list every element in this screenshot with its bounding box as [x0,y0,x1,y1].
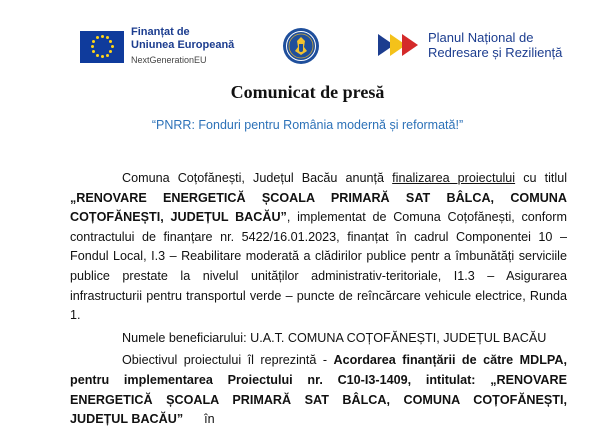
paragraph-beneficiary: Numele beneficiarului: U.A.T. COMUNA COȚOFĂNEȘTI, JUDEȚUL BACĂU [122,330,547,345]
eu-funding-text [131,26,234,67]
eu-star-icon [106,36,109,39]
paragraph1-text-b: cu titlul [515,171,567,185]
paragraph-objective [70,351,567,429]
eu-star-icon [96,36,99,39]
paragraph3-text-a: Obiectivul proiectului îl reprezintă - [122,353,334,368]
paragraph1-text-a: Comuna Coțofănești, Județul Bacău anunță [122,171,393,185]
eu-star-icon [109,50,112,53]
eu-star-icon [101,35,104,38]
eu-star-icon [92,50,95,53]
eu-funding-logo [80,26,234,67]
eu-star-icon [109,40,112,43]
paragraph1-project-title: „RENOVARE ENERGETICĂ ȘCOALA PRIMARĂ SAT BÂLCA, COMUNA COȚOFĂNEȘTI, JUDEȚUL BACĂU” [70,190,567,225]
paragraph3-text-b: în [183,412,215,427]
eu-text-line1: Finanțat de [131,26,190,38]
pnrr-arrows-logo-icon [376,30,422,60]
eu-star-icon [111,45,114,48]
eu-star-icon [96,54,99,57]
eu-star-icon [101,55,104,58]
document-body [70,169,567,430]
document-subtitle: “PNRR: Fonduri pentru România modernă și reformată!” [151,118,464,132]
pnrr-text [428,30,562,60]
eu-star-icon [92,40,95,43]
paragraph-project-announcement [70,169,567,326]
pnrr-text-line1: Planul Național de [428,30,534,45]
eu-text-line3: NextGenerationEU [131,55,207,65]
romanian-government-emblem-icon [282,27,320,65]
pnrr-text-line2: Redresare și Reziliență [428,45,563,60]
paragraph1-text-c: , implementat de Comuna Coțofănești, conform contractului de finanțare nr. 5422/16.01.2023, finanțat în cadrul Componentei 10 – Fondul Local, I.3 – Reabilitare moderată a clădirilor publice pentr a îmbunătăți serviciile publice prestate la nivelul unităților administrativ-teritoriale, I1.3 – Asigurarea infrastructurii pentru transportul verde – puncte de reîncărcare vehicule electrice, Runda 1. [70,210,567,323]
eu-text-line2: Uniunea Europeană [131,39,235,51]
paragraph1-underlined-text: finalizarea proiectului [392,171,516,185]
paragraph3-bold-text: Acordarea finanțării de către MDLPA, pentru implementarea Proiectului nr. C10-I3-1409, intitulat: „RENOVARE ENERGETICĂ ȘCOALA PRIMARĂ SAT BÂLCA, COMUNA COȚOFĂNEȘTI, JUDEȚUL BACĂU” [70,353,567,427]
eu-star-icon [106,54,109,57]
eu-flag-icon [80,31,124,63]
eu-star-icon [91,45,94,48]
document-title: Comunicat de presă [230,82,385,102]
pnrr-logo [376,30,562,60]
